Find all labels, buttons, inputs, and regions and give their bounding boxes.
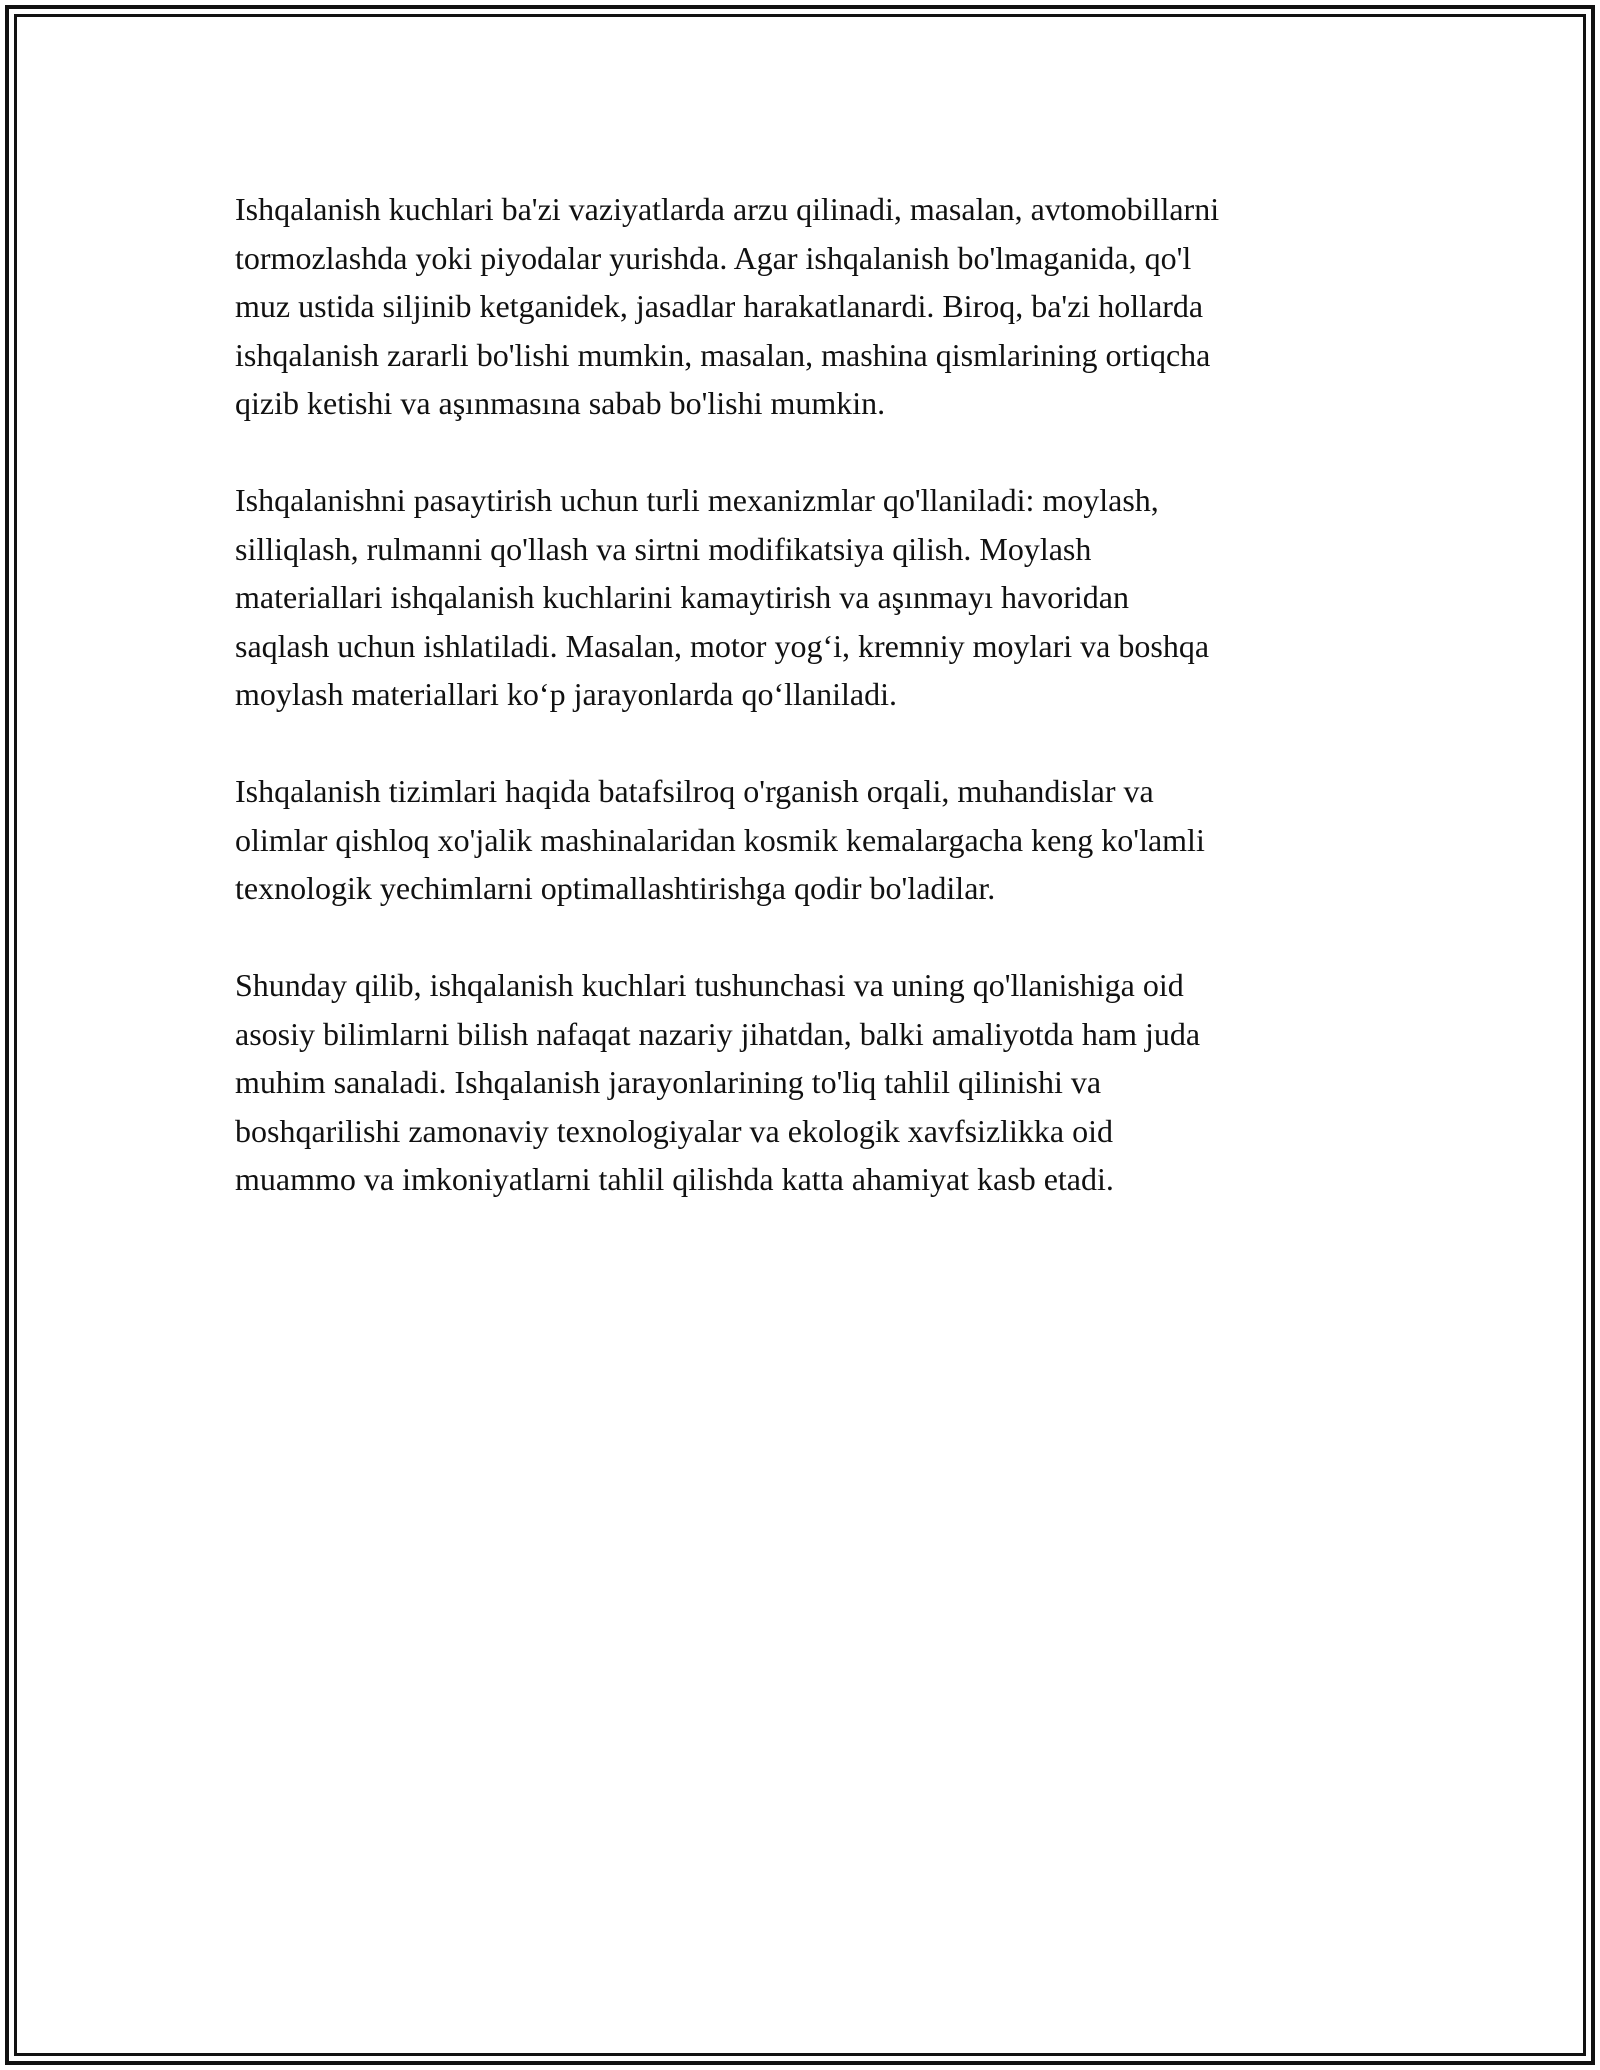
document-body: [235, 185, 1375, 1252]
paragraph-1: Ishqalanish kuchlari ba'zi vaziyatlarda arzu qilinadi, masalan, avtomobillarni tormozlashda yoki piyodalar yurishda. Agar ishqalanish bo'lmaganida, qo'l muz ustida siljinib ketganidek, jasadlar harakatlanardi. Biroq, ba'zi hollarda ishqalanish zararli bo'lishi mumkin, masalan, mashina qismlarining ortiqcha qizib ketishi va aşınmasına sabab bo'lishi mumkin.: [235, 191, 1220, 421]
paragraph-2: Ishqalanishni pasaytirish uchun turli mexanizmlar qo'llaniladi: moylash, silliqlash, rulmanni qo'llash va sirtni modifikatsiya qilish. Moylash materiallari ishqalanish kuchlarini kamaytirish va aşınmayı havoridan saqlash uchun ishlatiladi. Masalan, motor yog‘i, kremniy moylari va boshqa moylash materiallari ko‘p jarayonlarda qo‘llaniladi.: [235, 482, 1210, 712]
paragraph-4: Shunday qilib, ishqalanish kuchlari tushunchasi va uning qo'llanishiga oid asosiy bilimlarni bilish nafaqat nazariy jihatdan, balki amaliyotda ham juda muhim sanaladi. Ishqalanish jarayonlarining to'liq tahlil qilinishi va boshqarilishi zamonaviy texnologiyalar va ekologik xavfsizlikka oid muammo va imkoniyatlarni tahlil qilishda katta ahamiyat kasb etadi.: [235, 967, 1201, 1197]
paragraph-3: Ishqalanish tizimlari haqida batafsilroq o'rganish orqali, muhandislar va olimlar qishloq xo'jalik mashinalaridan kosmik kemalargacha keng ko'lamli texnologik yechimlarni optimallashtirishga qodir bo'ladilar.: [235, 773, 1205, 906]
